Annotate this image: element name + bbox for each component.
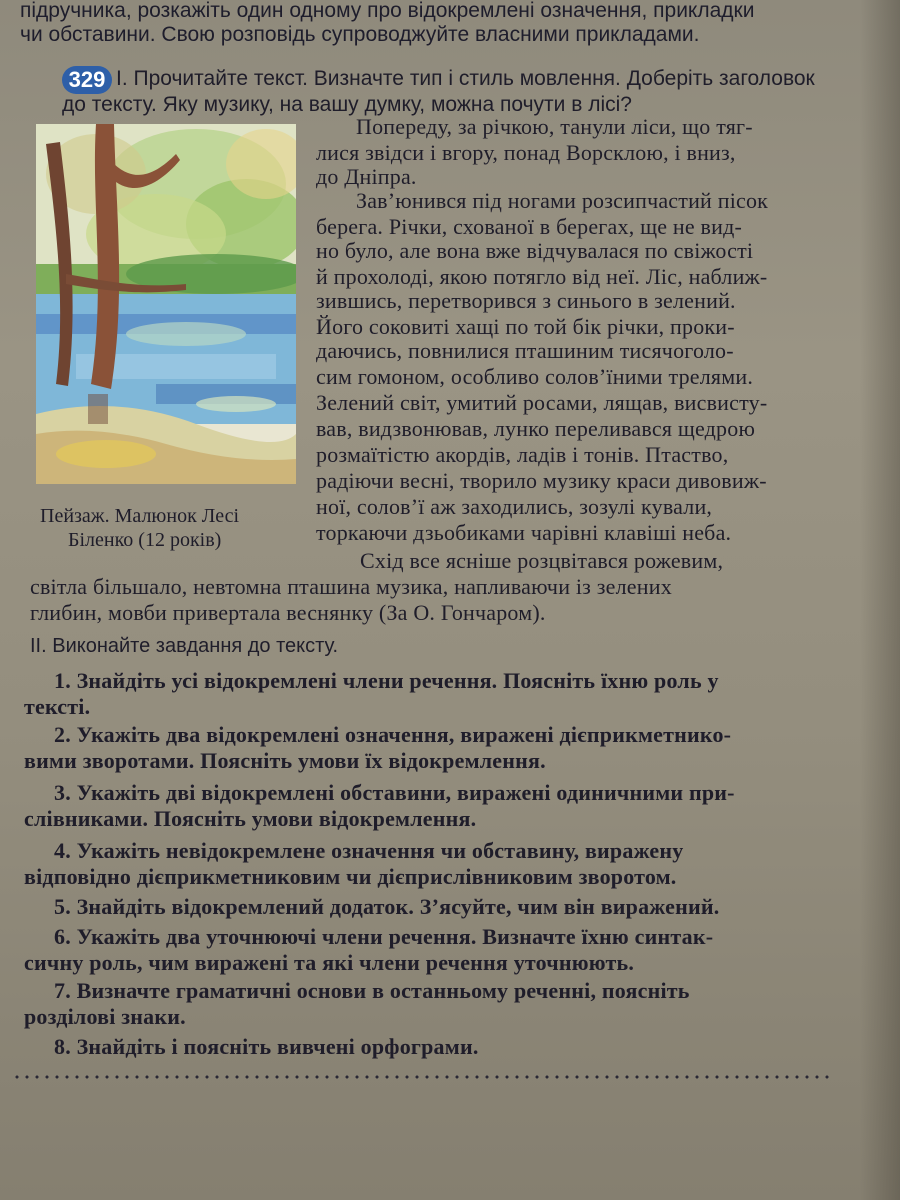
task-item-line: 2. Укажіть два відокремлені означення, виражені дієприкметнико- [54,722,732,747]
dotted-separator [12,1074,832,1080]
text-line: даючись, повнилися пташиним тисячоголо- [316,338,734,363]
landscape-painting [36,124,296,484]
part2-heading: II. Виконайте завдання до тексту. [30,635,339,657]
task-line-1: I. Прочитайте текст. Визначте тип і стиль мовлення. Доберіть заголовок [116,67,815,90]
text-line: світла більшало, невтомна пташина музика, напливаючи із зелених [30,574,672,599]
task-item-line: 8. Знайдіть і поясніть вивчені орфограми. [54,1034,479,1059]
task-item-line: 7. Визначте граматичні основи в останньому реченні, поясніть [54,978,690,1003]
task-item-line: слівниками. Поясніть умови відокремлення. [24,806,477,831]
task-line-2: до тексту. Яку музику, на вашу думку, можна почути в лісі? [62,93,632,116]
text-line: розмаїтістю акордів, ладів і тонів. Птаство, [316,442,729,467]
text-line: зившись, перетворився з синього в зелений. [316,288,736,313]
task-item-line: розділові знаки. [24,1004,186,1029]
text-line: но було, але вона вже відчувалася по свіжості [316,238,754,263]
text-line: глибин, мовби привертала веснянку (За О. Гончаром). [30,600,546,625]
top-line-2: чи обставини. Свою розповідь супроводжуйте власними прикладами. [20,23,700,46]
task-item-line: 1. Знайдіть усі відокремлені члени речення. Поясніть їхню роль у [54,668,719,693]
top-line-1: підручника, розкажіть один одному про відокремлені означення, прикладки [20,0,755,22]
painting-caption-line-1: Пейзаж. Малюнок Лесі [40,505,240,527]
text-line: до Дніпра. [316,164,417,189]
text-line: берега. Річки, схованої в берегах, ще не вид- [316,214,743,239]
text-line: Його соковиті хащі по той бік річки, проки- [316,314,735,339]
text-line: ної, солов’ї аж заходились, зозулі кували, [316,494,713,519]
task-item-line: тексті. [24,694,91,719]
text-line: й прохолоді, якою потягло від неї. Ліс, наближ- [316,264,768,289]
page-edge-shadow [860,0,900,1200]
text-line: вав, видзвонював, лунко переливався щедрою [316,416,756,441]
text-line: лися звідси і вгору, понад Ворсклою, і вниз, [316,140,736,165]
task-item-line: 5. Знайдіть відокремлений додаток. З’ясуйте, чим він виражений. [54,894,720,919]
task-item-line: вими зворотами. Поясніть умови їх відокремлення. [24,748,546,773]
task-item-line: 3. Укажіть дві відокремлені обставини, виражені одиничними при- [54,780,735,805]
exercise-number-badge: 329 [62,66,112,94]
task-item-line: відповідно дієприкметниковим чи дієприслівниковим зворотом. [24,864,677,889]
text-line: Зелений світ, умитий росами, лящав, висвисту- [316,390,768,415]
text-line: торкаючи дзьобиками чарівні клавіші неба. [316,520,732,545]
painting-caption-line-2: Біленко (12 років) [68,529,222,551]
text-line: Схід все ясніше розцвітався рожевим, [360,548,724,573]
text-line: сим гомоном, особливо солов’їними трелями. [316,364,754,389]
text-line: радіючи весні, творило музику краси дивовиж- [316,468,767,493]
task-item-line: 6. Укажіть два уточнюючі члени речення. Визначте їхню синтак- [54,924,714,949]
task-item-line: 4. Укажіть невідокремлене означення чи обставину, виражену [54,838,684,863]
text-line: Зав’юнився під ногами розсипчастий пісок [356,188,769,213]
text-line: Попереду, за річкою, танули ліси, що тяг- [356,114,753,139]
task-item-line: сичну роль, чим виражені та які члени речення уточнюють. [24,950,635,975]
